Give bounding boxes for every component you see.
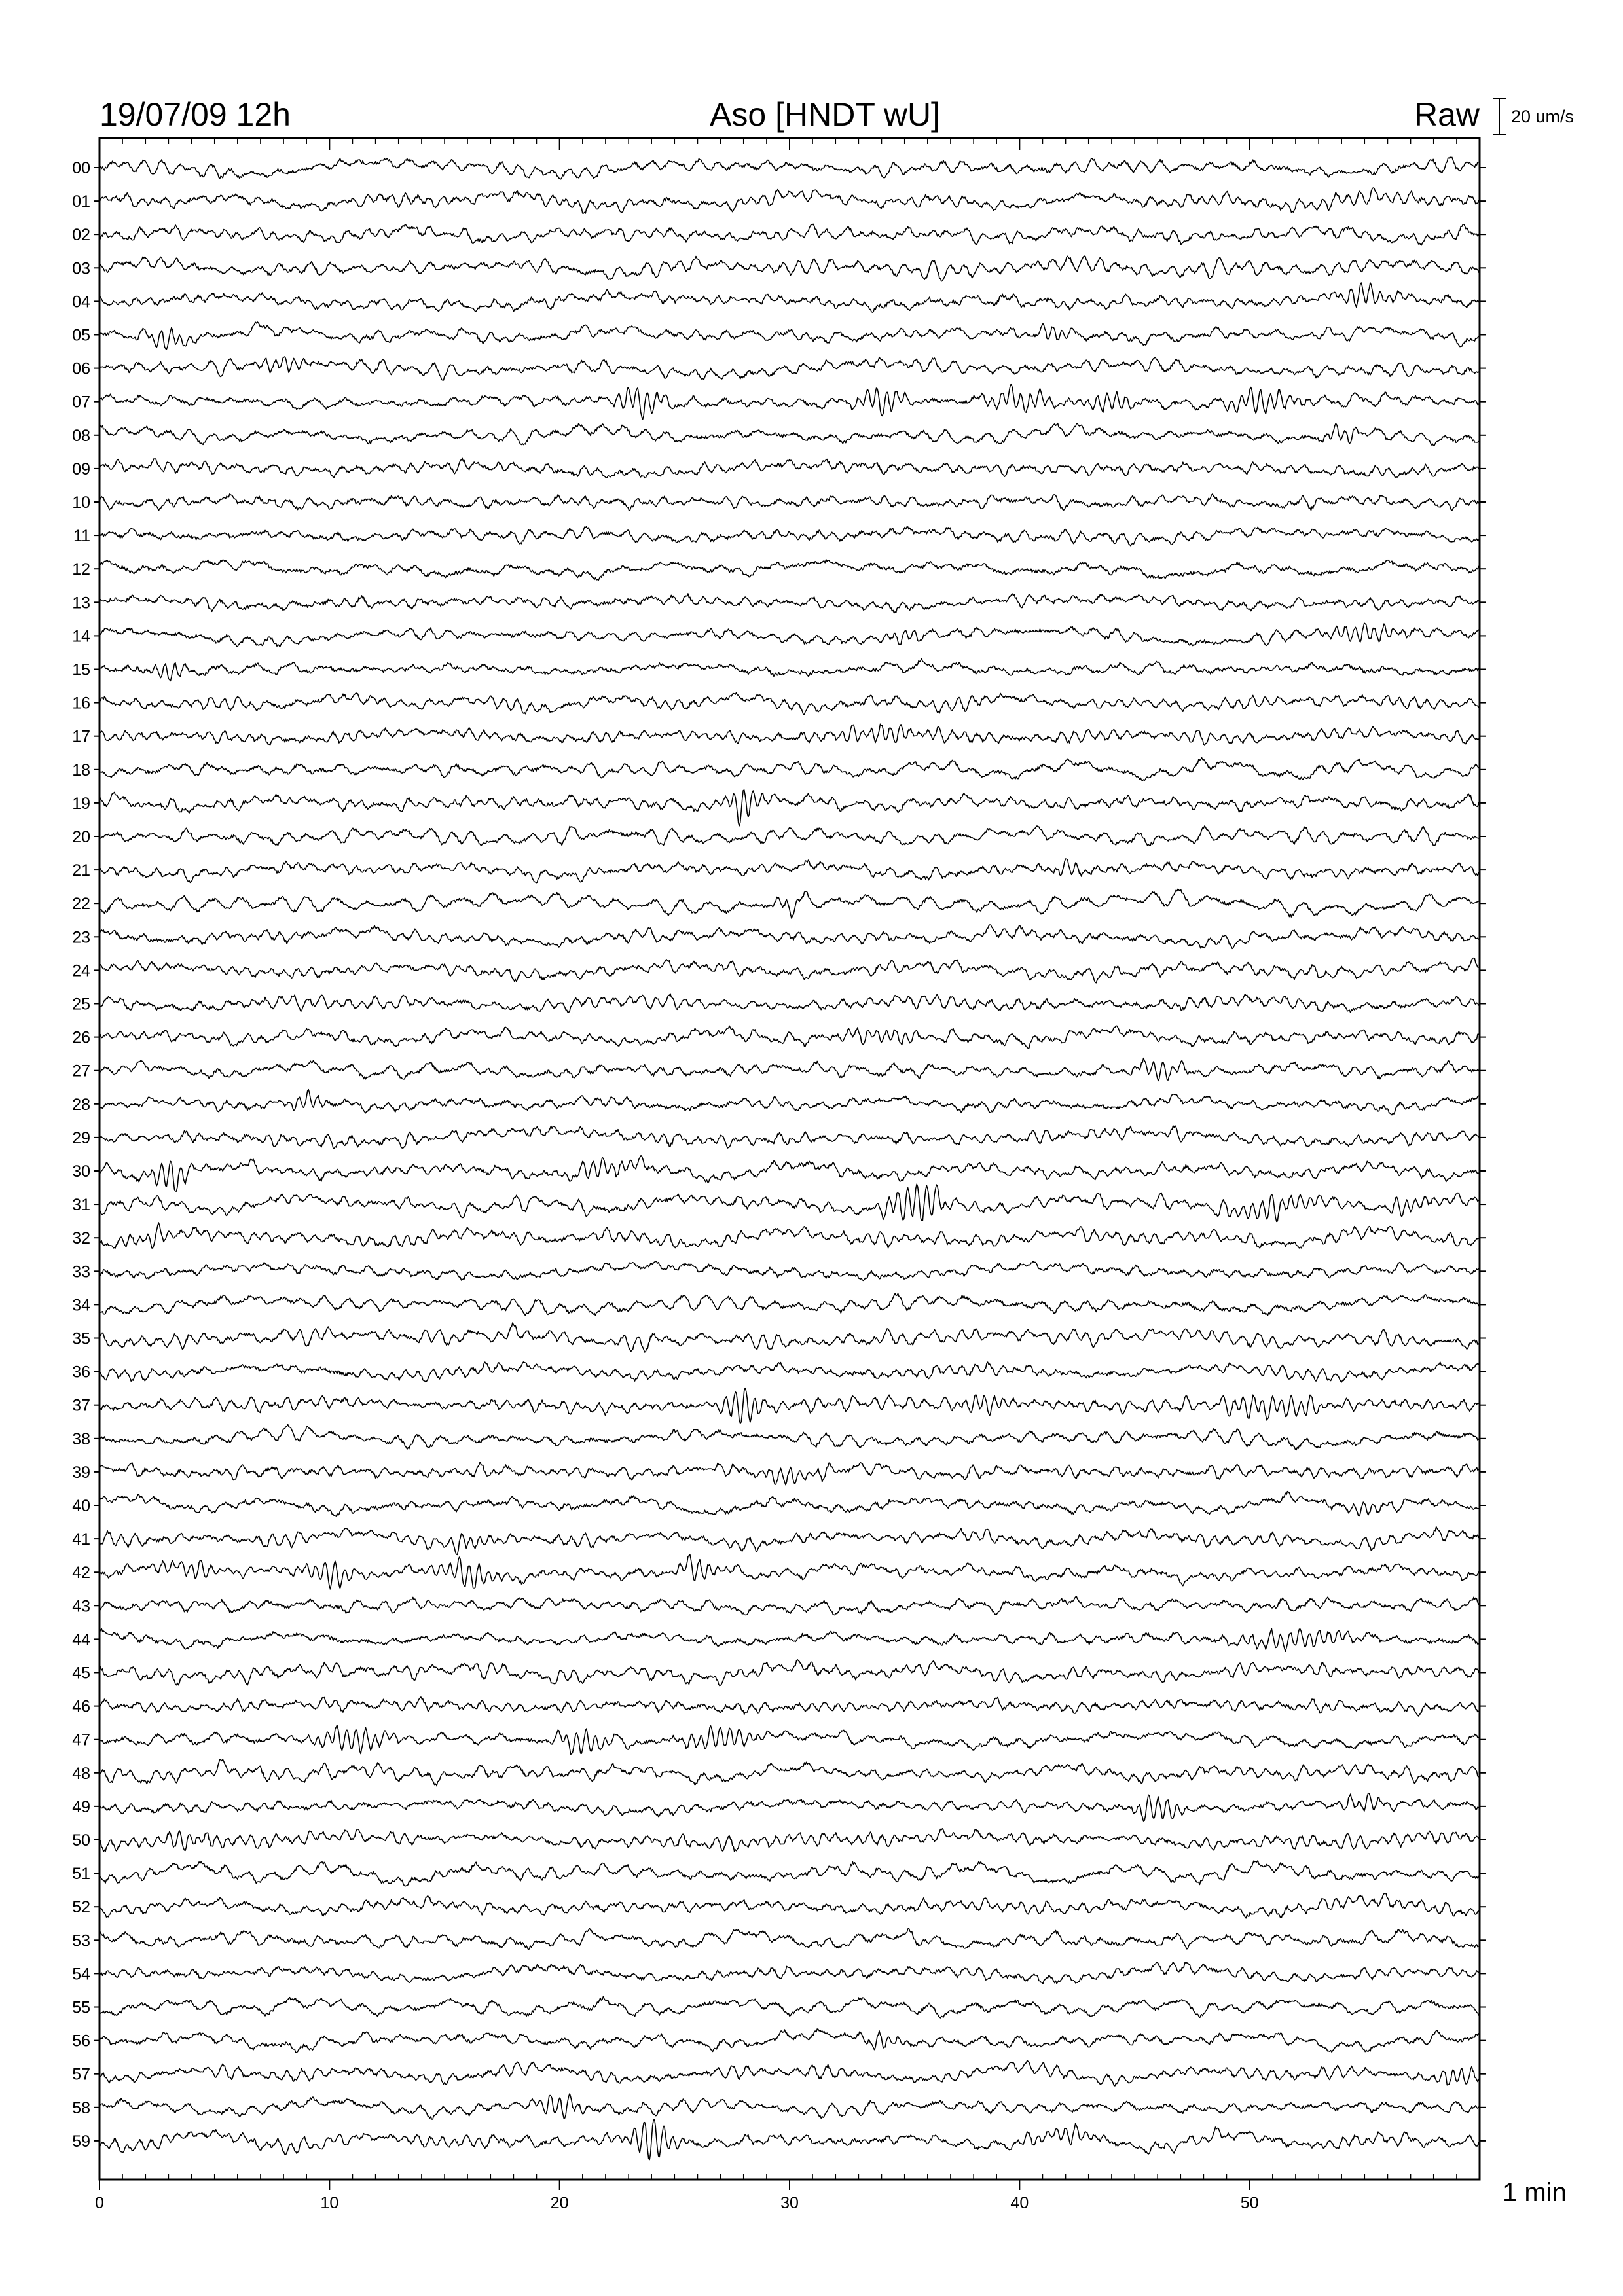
seismic-trace (100, 1628, 1480, 1651)
row-label: 22 (72, 895, 90, 914)
seismic-trace (100, 757, 1480, 781)
row-label: 54 (72, 1965, 90, 1984)
seismic-trace (100, 357, 1480, 380)
seismic-trace (100, 1759, 1480, 1786)
row-label: 32 (72, 1229, 90, 1248)
seismic-trace (100, 889, 1480, 918)
seismic-trace (100, 1388, 1480, 1424)
x-tick-label: 40 (1010, 2194, 1029, 2212)
x-tick-label: 20 (550, 2194, 569, 2212)
row-label: 29 (72, 1128, 90, 1147)
row-label: 31 (72, 1196, 90, 1215)
row-label: 06 (72, 359, 90, 378)
x-tick-label: 50 (1240, 2194, 1259, 2212)
seismic-trace (100, 2094, 1480, 2119)
seismic-trace (100, 560, 1480, 581)
row-label: 58 (72, 2098, 90, 2117)
row-label: 48 (72, 1764, 90, 1783)
row-label: 23 (72, 928, 90, 947)
plot-frame (100, 138, 1480, 2179)
seismic-trace (100, 1793, 1480, 1822)
row-label: 45 (72, 1664, 90, 1683)
seismic-trace (100, 1829, 1480, 1852)
row-label: 37 (72, 1396, 90, 1415)
row-label: 15 (72, 660, 90, 679)
seismic-trace (100, 256, 1480, 281)
seismic-trace (100, 188, 1480, 213)
row-label: 25 (72, 995, 90, 1014)
seismic-trace (100, 692, 1480, 715)
row-label: 16 (72, 694, 90, 713)
minor-ticks (122, 138, 1457, 2179)
row-label: 00 (72, 159, 90, 177)
row-label: 47 (72, 1731, 90, 1749)
seismic-trace (100, 1893, 1480, 1918)
row-labels (72, 159, 1486, 2151)
seismic-trace (100, 859, 1480, 883)
row-label: 08 (72, 426, 90, 445)
x-tick-label: 10 (320, 2194, 339, 2212)
seismic-trace (100, 1861, 1480, 1886)
seismic-trace (100, 1026, 1480, 1049)
row-label: 18 (72, 761, 90, 780)
row-label: 21 (72, 861, 90, 880)
amplitude-scale-label: 20 um/s (1511, 107, 1575, 126)
seismic-trace (100, 494, 1480, 511)
seismic-trace (100, 994, 1480, 1013)
seismic-trace (100, 1362, 1480, 1382)
row-label: 13 (72, 594, 90, 613)
seismic-trace (100, 1223, 1480, 1248)
row-label: 52 (72, 1898, 90, 1917)
amplitude-scale-bar (1493, 98, 1506, 135)
seismic-trace (100, 1596, 1480, 1615)
seismic-trace (100, 1323, 1480, 1352)
seismic-trace (100, 623, 1480, 647)
row-label: 02 (72, 226, 90, 245)
seismic-trace (100, 157, 1480, 179)
seismic-trace (100, 224, 1480, 245)
row-label: 39 (72, 1463, 90, 1482)
seismic-trace (100, 1156, 1480, 1191)
row-label: 24 (72, 961, 90, 980)
row-label: 12 (72, 560, 90, 579)
seismic-trace (100, 925, 1480, 948)
seismic-trace (100, 658, 1480, 681)
row-label: 43 (72, 1597, 90, 1616)
row-label: 50 (72, 1831, 90, 1850)
seismic-trace (100, 1492, 1480, 1516)
seismic-trace (100, 1697, 1480, 1716)
x-axis-label: 1 min (1503, 2178, 1567, 2207)
seismic-trace (100, 1660, 1480, 1686)
x-axis (95, 138, 1259, 2212)
row-label: 19 (72, 794, 90, 813)
seismic-trace (100, 2119, 1480, 2159)
seismic-trace (100, 322, 1480, 350)
seismic-trace (100, 958, 1480, 983)
row-label: 03 (72, 259, 90, 278)
row-label: 33 (72, 1263, 90, 1282)
row-label: 42 (72, 1564, 90, 1583)
seismic-trace (100, 1462, 1480, 1485)
row-label: 53 (72, 1931, 90, 1950)
seismic-trace (100, 1962, 1480, 1984)
seismic-trace (100, 826, 1480, 846)
row-label: 04 (72, 293, 90, 312)
seismic-trace (100, 1928, 1480, 1950)
row-label: 10 (72, 493, 90, 512)
x-tick-label: 30 (780, 2194, 799, 2212)
seismic-trace (100, 724, 1480, 745)
row-label: 09 (72, 459, 90, 478)
seismic-trace (100, 1261, 1480, 1281)
row-label: 11 (73, 527, 90, 546)
row-label: 46 (72, 1697, 90, 1716)
row-label: 17 (72, 727, 90, 746)
row-label: 38 (72, 1429, 90, 1448)
seismic-trace (100, 1090, 1480, 1115)
seismic-trace (100, 1725, 1480, 1755)
seismic-trace (100, 1997, 1480, 2019)
seismic-trace (100, 790, 1480, 826)
row-label: 40 (72, 1497, 90, 1515)
seismic-trace (100, 1424, 1480, 1450)
seismic-trace (100, 526, 1480, 546)
seismic-trace (100, 1554, 1480, 1588)
row-label: 01 (72, 192, 90, 211)
row-label: 44 (72, 1630, 90, 1649)
row-label: 36 (72, 1363, 90, 1382)
seismic-trace (100, 1184, 1480, 1221)
row-label: 05 (72, 326, 90, 345)
row-label: 26 (72, 1028, 90, 1047)
row-label: 49 (72, 1797, 90, 1816)
seismic-trace (100, 2029, 1480, 2053)
row-label: 51 (72, 1865, 90, 1884)
seismic-trace (100, 1293, 1480, 1316)
row-label: 07 (72, 393, 90, 412)
row-label: 55 (72, 1998, 90, 2017)
row-label: 28 (72, 1095, 90, 1114)
seismic-trace (100, 1058, 1480, 1081)
row-label: 20 (72, 828, 90, 846)
seismic-trace (100, 384, 1480, 420)
seismic-trace (100, 2060, 1480, 2086)
row-label: 57 (72, 2065, 90, 2084)
row-label: 27 (72, 1062, 90, 1081)
row-label: 30 (72, 1162, 90, 1181)
row-label: 56 (72, 2032, 90, 2051)
seismic-trace (100, 423, 1480, 446)
row-label: 14 (72, 627, 90, 646)
seismic-trace (100, 1126, 1480, 1149)
seismic-trace (100, 594, 1480, 613)
seismic-trace (100, 458, 1480, 478)
seismic-trace (100, 1527, 1480, 1555)
chart-title: Aso [HNDT wU] (710, 96, 940, 133)
row-label: 35 (72, 1329, 90, 1348)
header-mode: Raw (1413, 96, 1480, 133)
trace-lines (100, 157, 1480, 2160)
x-tick-label: 0 (95, 2194, 104, 2212)
row-label: 41 (72, 1530, 90, 1549)
header-datetime: 19/07/09 12h (100, 96, 291, 133)
row-label: 59 (72, 2132, 90, 2151)
row-label: 34 (72, 1296, 90, 1315)
seismic-trace (100, 283, 1480, 312)
